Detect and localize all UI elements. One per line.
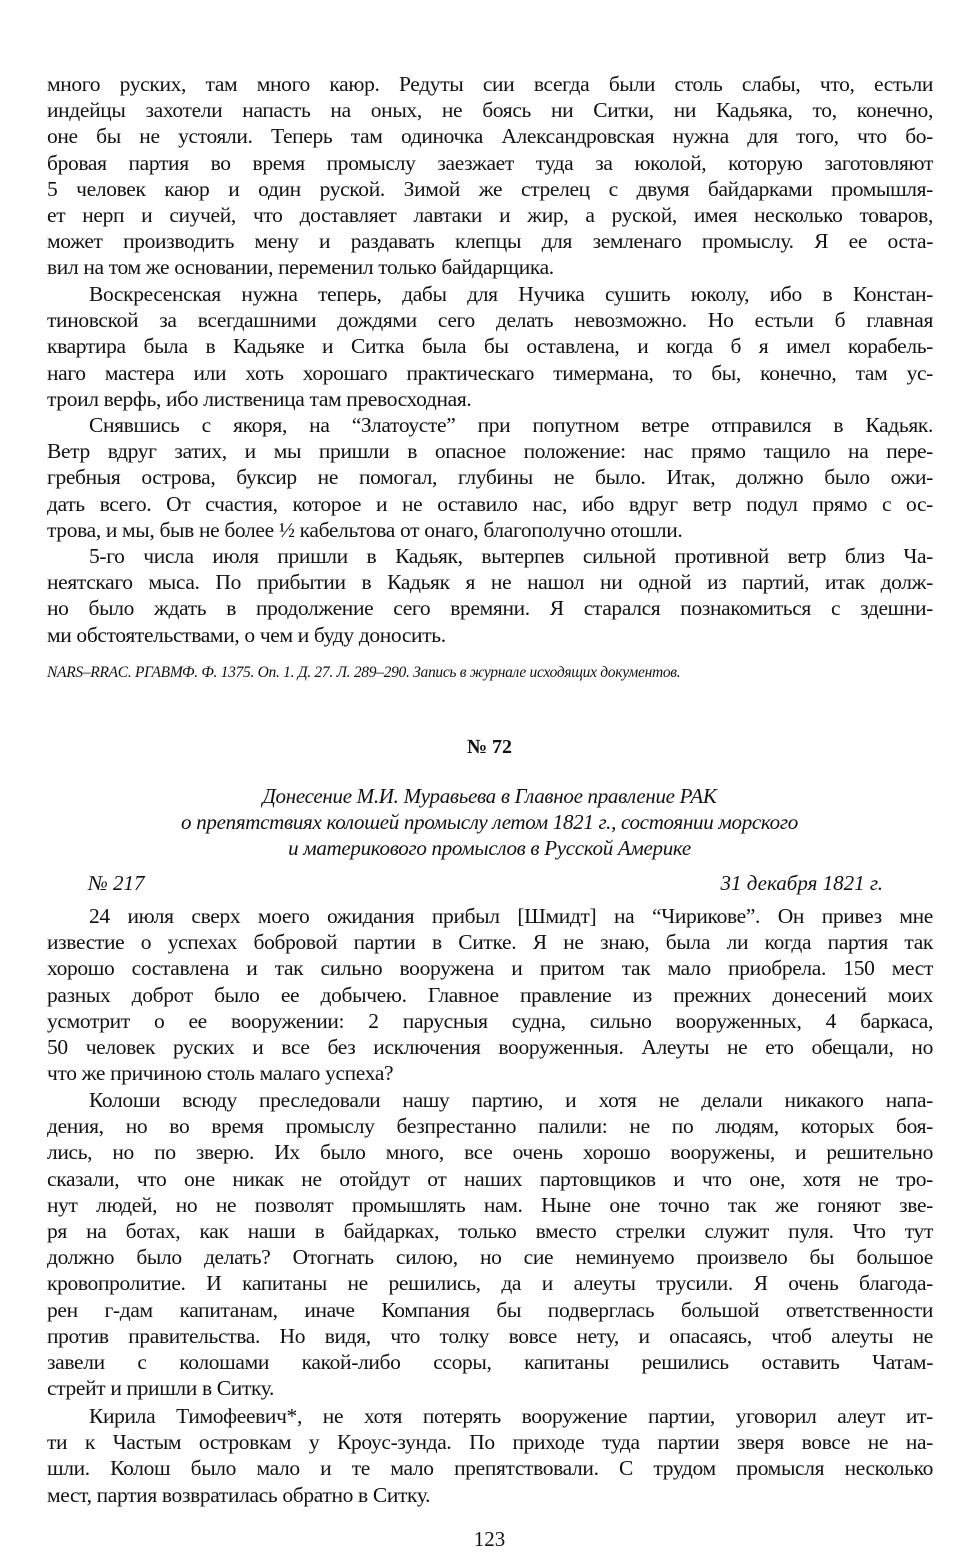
text-line: Воскресенская нужна теперь, дабы для Нучика сушить юколу, ибо в Констан- [89,282,933,306]
text-line: много руских, там много каюр. Редуты сии всегда были столь слабы, что, естьли [47,72,933,96]
text-line: ет нерп и сиучей, что доставляет лавтаки и жир, а руской, имея несколько товаров, [47,202,933,227]
text-line: хорошо составлена и так сильно вооружена и притом так мало приобрела. 150 мест [47,956,933,981]
text-line: тиновской за всегдашними дождями сего делать невозможно. Но естьли б главная [47,308,933,333]
text-line: что же причиною столь малаго успеха? [47,1061,394,1086]
paragraph-document-3 [47,1403,933,1508]
text-line: бровая партия во время промыслу заезжает туда за юколой, которую заготовляют [47,150,933,175]
archival-source-note: NARS–RRAC. РГАВМФ. Ф. 1375. Оп. 1. Д. 27. Л. 289–290. Запись в журнале исходящих документов. [47,664,681,681]
text-line: нут людей, но не позволят промышлять нам. Ныне оне точно так же гоняют зве- [47,1192,933,1217]
text-line: сказали, что оне никак не отойдут от наших партовщиков и что оне, хотя не тро- [47,1166,933,1191]
paragraph-continuation-4 [47,543,933,648]
text-line: ря на ботах, как наши в байдарках, только вместо стрелки служит пуля. Что тут [47,1218,933,1243]
text-line: Снявшись с якоря, на “Златоусте” при попутном ветре отправился в Кадьяк. [89,413,933,437]
text-line: дения, но во время промыслу безпрестанно палили: не по людям, которых боя- [47,1114,933,1139]
text-line: 5-го числа июля пришли в Кадьяк, вытерпев сильной противной ветр близ Ча- [89,544,933,568]
outgoing-number: № 217 [88,871,145,895]
document-title [0,783,979,861]
text-line: кровопролитие. И капитаны не решились, да и алеуты трусили. Я очень благода- [47,1271,933,1296]
text-line: лись, но по зверю. Их было много, все очень хорошо вооружены, и решительно [47,1140,933,1165]
text-line: оне бы не устояли. Теперь там одиночка Александровская нужна для того, что бо- [47,124,933,149]
document-title-line: о препятствиях колошей промыслу летом 1821 г., состоянии морского [181,810,798,834]
text-line: ти к Частым островкам у Кроус-зунда. По приходе туда партии зверя вовсе не на- [47,1430,933,1455]
paragraph-continuation-1 [47,71,933,281]
text-line: наго мастера или хоть хорошаго практическаго тимермана, то бы, конечно, там ус- [47,360,933,385]
text-line: 5 человек каюр и один руской. Зимой же стрелец с двумя байдарками промышля- [47,176,933,201]
text-line: гребныя острова, буксир не помогал, глубины не было. Итак, должно было ожи- [47,465,933,490]
text-line: неятскаго мыса. По прибытии в Кадьяк я не нашол ни одной из партий, итак долж- [47,570,933,595]
text-line: стрейт и пришли в Ситку. [47,1376,275,1401]
text-line: рен г-дам капитанам, иначе Компания бы подверглась большой ответственности [47,1297,933,1322]
text-line: трова, и мы, быв не более ½ кабельтова от онаго, благополучно отошли. [47,517,683,542]
document-title-line: Донесение М.И. Муравьева в Главное правление РАК [262,784,717,808]
text-line: квартира была в Кадьяке и Ситка была бы оставлена, и когда б я имел корабель- [47,334,933,359]
text-line: мест, партия возвратилась обратно в Ситку. [47,1482,431,1507]
document-number: № 72 [466,736,513,758]
text-line: должно было делать? Отогнать силою, но сие неминуемо произвело бы большое [47,1245,933,1270]
text-line: завели с колошами какой-либо ссоры, капитаны решились оставить Чатам- [47,1349,933,1374]
text-line: Колоши всюду преследовали нашу партию, и хотя не делали никакого напа- [89,1088,933,1112]
paragraph-continuation-3 [47,412,933,543]
paragraph-continuation-2 [47,281,933,412]
text-line: известие о успехах бобровой партии в Ситке. Я не знаю, была ли когда партия так [47,930,933,955]
text-line: усмотрит о ее вооружении: 2 парусныя судна, сильно вооруженных, 4 баркаса, [47,1008,933,1033]
text-line: шли. Колош было мало и те мало препятствовали. С трудом промысля несколько [47,1456,933,1481]
paragraph-document-1 [47,903,933,1086]
text-line: 24 июля сверх моего ожидания прибыл [Шмидт] на “Чирикове”. Он привез мне [89,904,933,928]
page-number: 123 [473,1527,506,1551]
text-line: Ветр вдруг затих, и мы пришли в опасное положение: нас прямо тащило на пере- [47,439,933,464]
document-date: 31 декабря 1821 г. [720,871,883,895]
text-line: троил верфь, ибо лиственица там превосходная. [47,386,472,411]
text-line: Кирила Тимофеевич*, не хотя потерять вооружение партии, уговорил алеут ит- [89,1404,933,1428]
text-line: разных доброт было ее добычею. Главное правление из прежних донесений моих [47,982,933,1007]
text-line: против правительства. Но видя, что толку вовсе нету, и опасаясь, чтоб алеуты не [47,1323,933,1348]
document-title-line: и материкового промыслов в Русской Америке [288,836,691,860]
text-line: может производить мену и раздавать клепцы для земленаго промыслу. Я ее оста- [47,229,933,254]
paragraph-document-2 [47,1087,933,1401]
text-line: ми обстоятельствами, о чем и буду доносить. [47,622,446,647]
text-line: дать всего. От счастия, которое и не оставило нас, ибо вдруг ветр подул прямо с ос- [47,491,933,516]
text-line: вил на том же основании, переменил только байдарщика. [47,255,554,280]
text-line: но было ждать в продолжение сего времяни. Я старался познакомиться с здешни- [47,596,933,621]
text-line: 50 человек руских и все без исключения вооруженныя. Алеуты не ето обещали, но [47,1034,933,1059]
text-line: индейцы захотели напасть на оных, не боясь ни Ситки, ни Кадьяка, то, конечно, [47,98,933,123]
